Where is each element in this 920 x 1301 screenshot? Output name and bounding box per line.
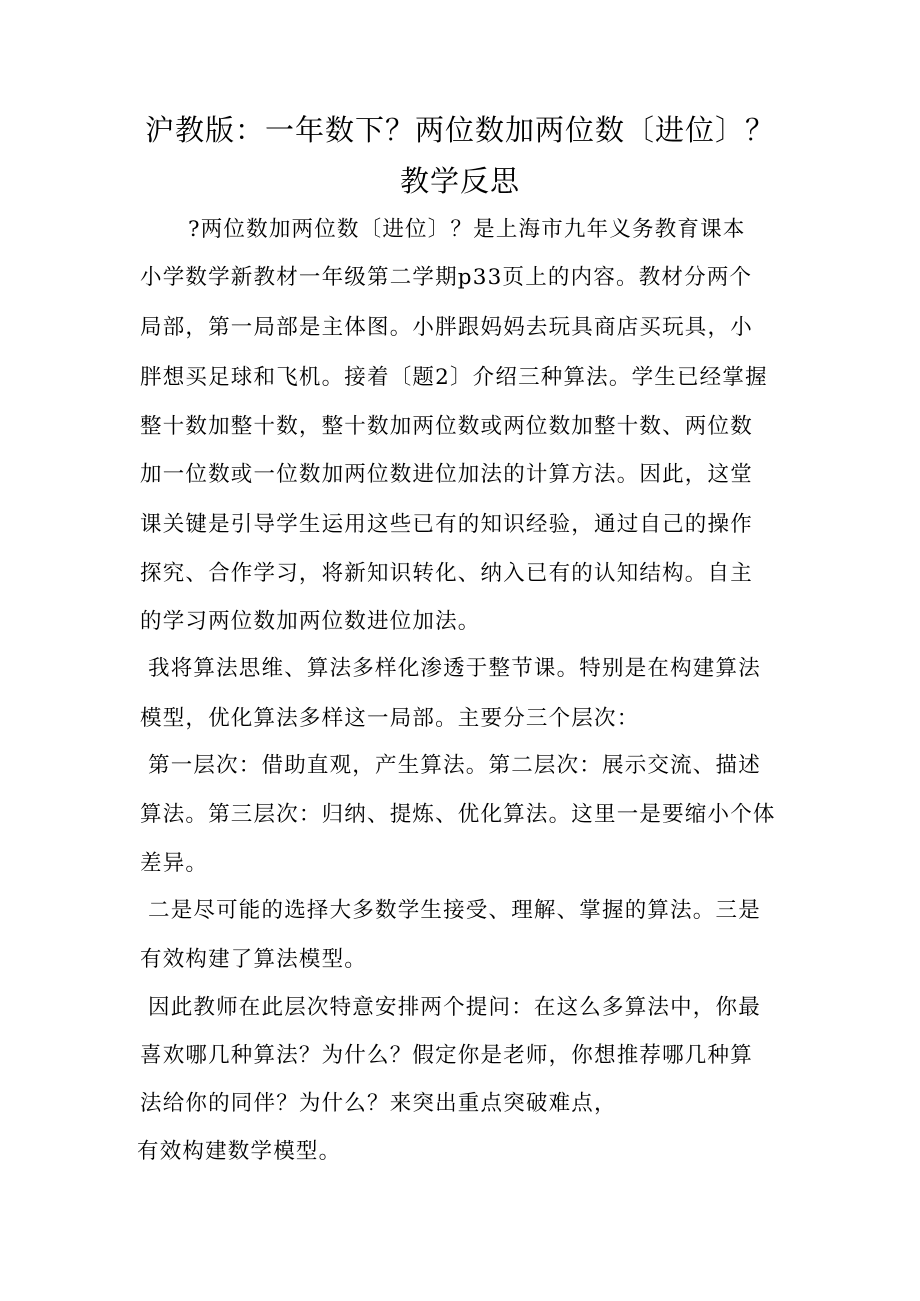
paragraph-1-line-2: 小学数学新教材一年级第二学期p33页上的内容。教材分两个 (140, 265, 753, 290)
paragraph-4-line-2: 有效构建了算法模型。 (140, 947, 368, 972)
paragraph-1-line-3: 局部，第一局部是主体图。小胖跟妈妈去玩具商店买玩具，小 (140, 315, 753, 340)
paragraph-1-line-7: 课关键是引导学生运用这些已有的知识经验，通过自己的操作 (140, 512, 753, 537)
document-title-line-1: 沪教版：一年数下？两位数加两位数〔进位〕？ (144, 113, 775, 147)
document-title-line-2: 教学反思 (399, 164, 520, 198)
paragraph-2-line-2: 模型，优化算法多样这一局部。主要分三个层次： (140, 706, 640, 731)
paragraph-4-line-1: 二是尽可能的选择大多数学生接受、理解、掌握的算法。三是 (148, 898, 761, 923)
paragraph-3-line-3: 差异。 (140, 851, 209, 876)
paragraph-2-line-1: 我将算法思维、算法多样化渗透于整节课。特别是在构建算法 (148, 656, 761, 681)
paragraph-5-line-2: 喜欢哪几种算法？为什么？假定你是老师，你想推荐哪几种算 (140, 1043, 753, 1068)
paragraph-1-line-5: 整十数加整十数，整十数加两位数或两位数加整十数、两位数 (140, 414, 753, 439)
paragraph-3-line-2: 算法。第三层次：归纳、提炼、优化算法。这里一是要缩小个体 (140, 802, 776, 827)
paragraph-1-line-1: ?两位数加两位数〔进位〕？是上海市九年义务教育课本 (188, 217, 746, 242)
paragraph-1-line-4: 胖想买足球和飞机。接着〔题2〕介绍三种算法。学生已经掌握 (140, 365, 768, 390)
paragraph-1-line-6: 加一位数或一位数加两位数进位加法的计算方法。因此，这堂 (140, 462, 753, 487)
paragraph-3-line-1: 第一层次：借助直观，产生算法。第二层次：展示交流、描述 (148, 753, 761, 778)
paragraph-1-line-8: 探究、合作学习，将新知识转化、纳入已有的认知结构。自主 (140, 561, 753, 586)
paragraph-5-line-1: 因此教师在此层次特意安排两个提问：在这么多算法中，你最 (148, 995, 761, 1020)
paragraph-1-line-9: 的学习两位数加两位数进位加法。 (140, 609, 481, 634)
paragraph-5-line-3: 法给你的同伴？为什么？来突出重点突破难点， (140, 1091, 617, 1116)
paragraph-5-line-4: 有效构建数学模型。 (137, 1139, 342, 1164)
